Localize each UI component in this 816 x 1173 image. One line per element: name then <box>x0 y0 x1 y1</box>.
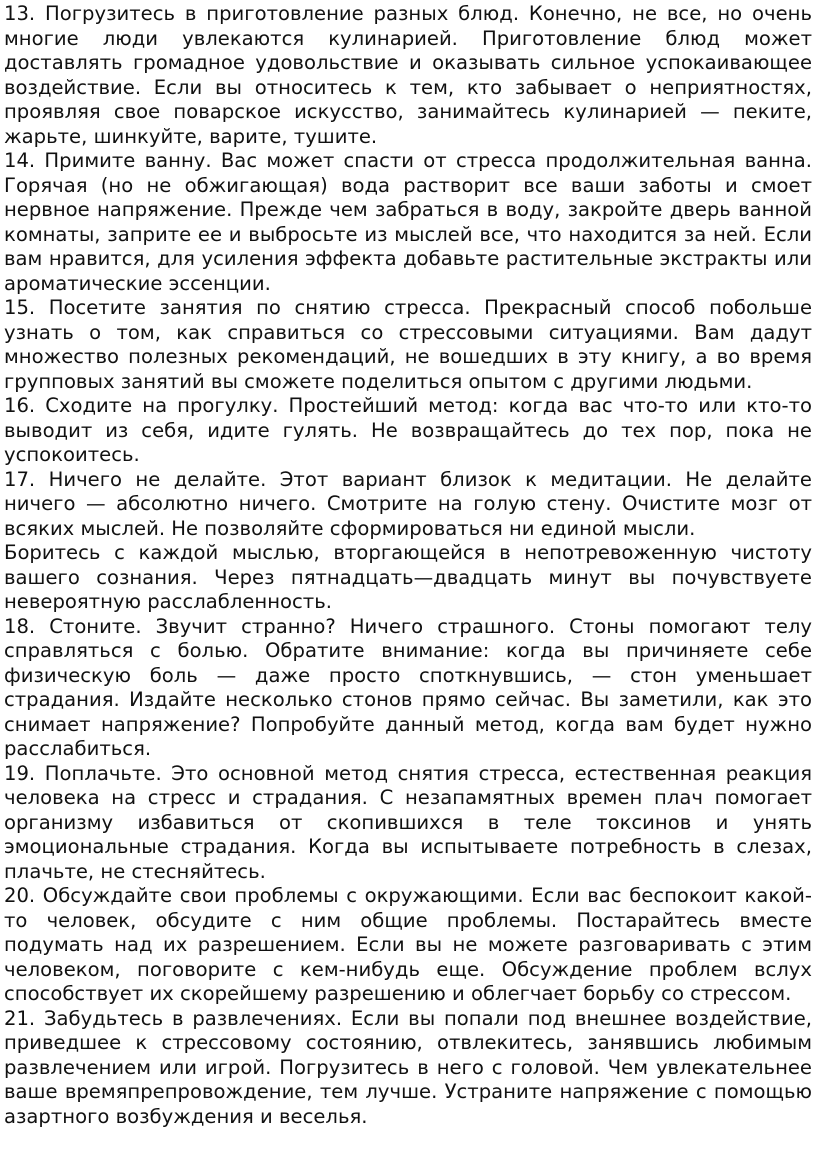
paragraph-19-cry: 19. Поплачьте. Это основной метод снятия стресса, естественная реакция человека на стресс и страдания. С незапамятных времен плач помогает организму избавиться от скопившихся в теле токсинов и унять эмоциональные страдания. Когда вы испытываете потребность в слезах, плачьте, не стесняйтесь. <box>4 761 812 883</box>
paragraph-15-stress-classes: 15. Посетите занятия по снятию стресса. Прекрасный способ побольше узнать о том, как справиться со стрессовыми ситуациями. Вам дадут множество полезных рекомендаций, не вошедших в эту книгу, а во время групповых занятий вы сможете поделиться опытом с другими людьми. <box>4 296 812 393</box>
paragraph-20-discuss: 20. Обсуждайте свои проблемы с окружающими. Если вас беспокоит какой-то человек, обсудите с ним общие проблемы. Постарайтесь вместе подумать над их разрешением. Если вы не можете разговаривать с этим человеком, поговорите с кем-нибудь еще. Обсуждение проблем вслух способствует их скорейшему разрешению и облегчает борьбу со стрессом. <box>4 884 812 1005</box>
paragraph-16-walk: 16. Сходите на прогулку. Простейший метод: когда вас что-то или кто-то выводит из себя, идите гулять. Не возвращайтесь до тех пор, пока не успокоитесь. <box>4 394 812 466</box>
paragraph-17-continued: Боритесь с каждой мыслью, вторгающейся в непотревоженную чистоту вашего сознания. Через пятнадцать—двадцать минут вы почувствуете невероятную расслабленность. <box>4 541 812 613</box>
paragraph-17-do-nothing: 17. Ничего не делайте. Этот вариант близок к медитации. Не делайте ничего — абсолютно ничего. Смотрите на голую стену. Очистите мозг от всяких мыслей. Не позволяйте сформироваться ни единой мысли. <box>4 467 812 540</box>
paragraph-14-bath: 14. Примите ванну. Вас может спасти от стресса продолжительная ванна. Горячая (но не обжигающая) вода растворит все ваши заботы и смоет нервное напряжение. Прежде чем забраться в воду, закройте дверь ванной комнаты, заприте ее и выбросьте из мыслей все, что находится за ней. Если вам нравится, для усиления эффекта добавьте растительные экстракты или ароматические эссенции. <box>4 149 812 295</box>
paragraph-13-cooking: 13. Погрузитесь в приготовление разных блюд. Конечно, не все, но очень многие люди увлекаются кулинарией. Приготовление блюд может доставлять громадное удовольствие и оказывать сильное успокаивающее воздействие. Если вы относитесь к тем, кто забывает о неприятностях, проявляя свое поварское искусство, занимайтесь кулинарией — пеките, жарьте, шинкуйте, варите, тушите. <box>4 2 812 148</box>
paragraph-18-moan: 18. Стоните. Звучит странно? Ничего страшного. Стоны помогают телу справляться с болью. Обратите внимание: когда вы причиняете себе физическую боль — даже просто споткнувшись, — стон уменьшает страдания. Издайте несколько стонов прямо сейчас. Вы заметили, как это снимает напряжение? Попробуйте данный метод, когда вам будет нужно расслабиться. <box>4 614 812 760</box>
paragraph-21-entertainment: 21. Забудьтесь в развлечениях. Если вы попали под внешнее воздействие, приведшее к стрессовому состоянию, отвлекитесь, занявшись любимым развлечением или игрой. Погрузитесь в него с головой. Чем увлекательнее ваше времяпрепровождение, тем лучше. Устраните напряжение с помощью азартного возбуждения и веселья. <box>4 1006 812 1128</box>
